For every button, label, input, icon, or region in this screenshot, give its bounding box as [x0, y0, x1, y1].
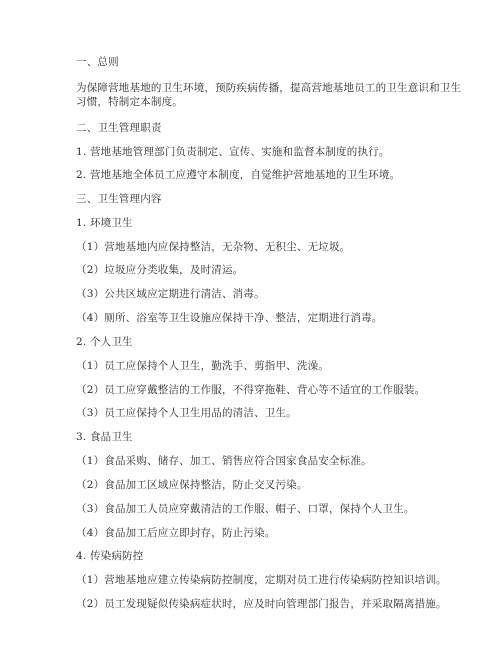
list-item: （2）员工发现疑似传染病症状时，应及时向管理部门报告，并采取隔离措施。 [76, 598, 447, 610]
list-item: （2）员工应穿戴整洁的工作服，不得穿拖鞋、背心等不适宜的工作服装。 [76, 384, 426, 396]
subheading-environment: 1. 环境卫生 [76, 217, 133, 229]
list-item: （4）厕所、浴室等卫生设施应保持干净、整洁，定期进行消毒。 [76, 312, 383, 324]
heading-general: 一、总则 [76, 56, 119, 68]
list-item: （3）公共区域应定期进行清洁、消毒。 [76, 288, 265, 300]
list-item: （2）垃圾应分类收集，及时清运。 [76, 264, 244, 276]
subheading-food: 3. 食品卫生 [76, 431, 133, 443]
paragraph-purpose-line-1: 为保障营地基地的卫生环境，预防疾病传播，提高营地基地员工的卫生意识和卫生 [76, 82, 462, 94]
list-item: （1）营地基地内应保持整洁，无杂物、无积尘、无垃圾。 [76, 241, 351, 253]
list-item: （1）食品采购、储存、加工、销售应符合国家食品安全标准。 [76, 455, 372, 467]
list-item: （2）食品加工区域应保持整洁，防止交叉污染。 [76, 479, 308, 491]
list-item: （4）食品加工后应立即封存，防止污染。 [76, 527, 276, 539]
list-item: （3）食品加工人员应穿戴清洁的工作服、帽子、口罩，保持个人卫生。 [76, 503, 415, 515]
heading-responsibilities: 二、卫生管理职责 [76, 122, 162, 134]
list-item: （1）员工应保持个人卫生，勤洗手、剪指甲、洗澡。 [76, 360, 329, 372]
list-item: （1）营地基地应建立传染病防控制度，定期对员工进行传染病防控知识培训。 [76, 574, 447, 586]
heading-content: 三、卫生管理内容 [76, 193, 162, 205]
list-item: 2. 营地基地全体员工应遵守本制度，自觉维护营地基地的卫生环境。 [76, 169, 401, 181]
paragraph-purpose-line-2: 习惯，特制定本制度。 [76, 96, 183, 108]
subheading-personal: 2. 个人卫生 [76, 336, 133, 348]
list-item: （3）员工应保持个人卫生用品的清洁、卫生。 [76, 407, 297, 419]
subheading-disease: 4. 传染病防控 [76, 550, 144, 562]
list-item: 1. 营地基地管理部门负责制定、宣传、实施和监督本制度的执行。 [76, 146, 390, 158]
